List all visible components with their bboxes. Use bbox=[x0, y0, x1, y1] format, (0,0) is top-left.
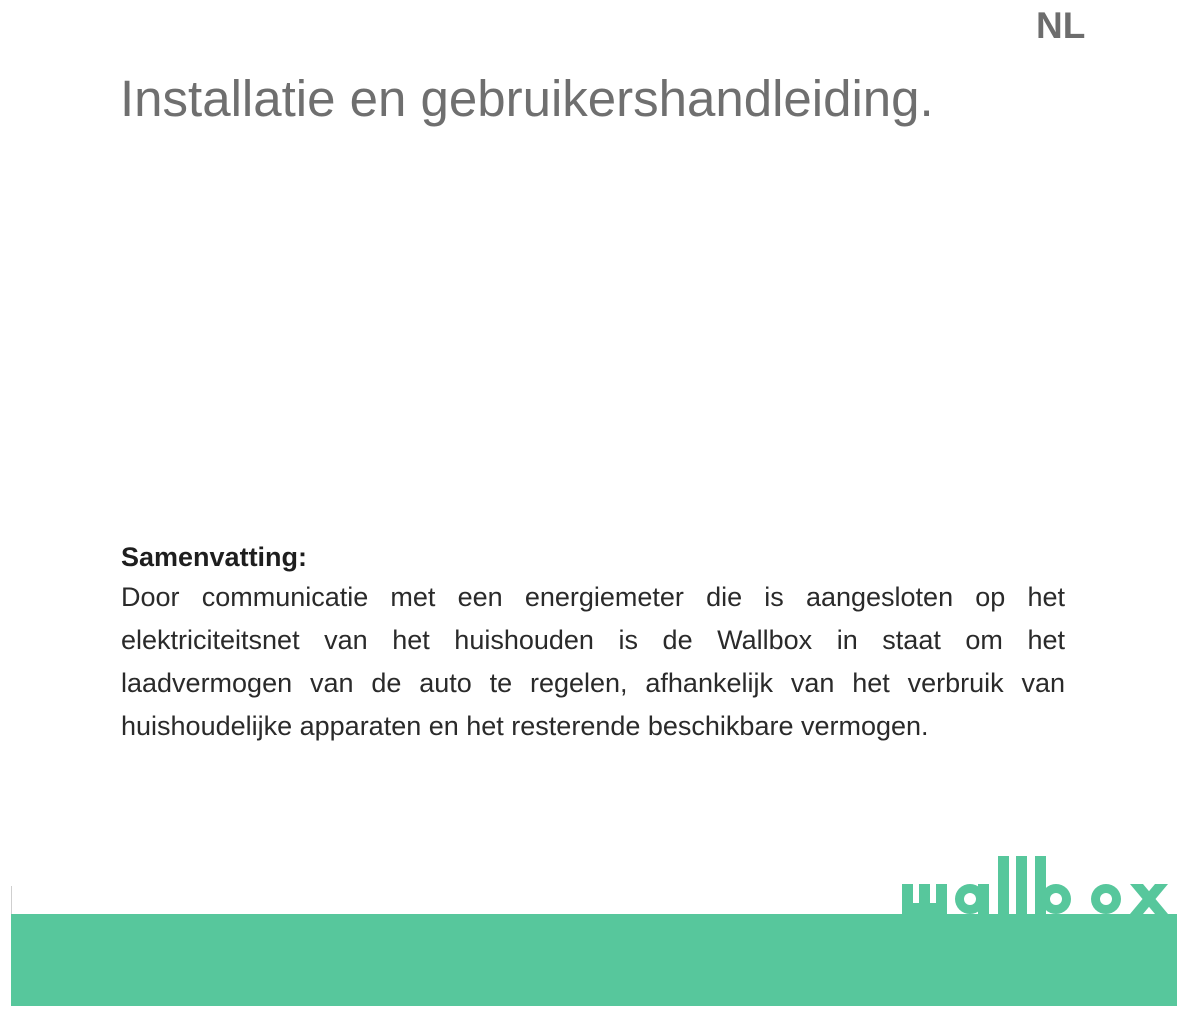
footer-green-band bbox=[11, 914, 1177, 1006]
summary-body: Door communicatie met een energiemeter die is aangesloten op het elektriciteitsnet van het huishouden is de Wallbox in staat om het laadvermogen van de auto te regelen, afhankelijk van het verbruik van huishoudelijke apparaten en het resterende beschikbare vermogen. bbox=[121, 582, 1065, 741]
band-edge-line bbox=[11, 886, 12, 916]
wallbox-logo bbox=[898, 850, 1176, 916]
summary-section bbox=[121, 538, 1065, 748]
language-code: NL bbox=[1036, 5, 1086, 46]
summary-heading: Samenvatting: bbox=[121, 542, 308, 572]
document-title: Installatie en gebruikershandleiding. bbox=[120, 70, 934, 127]
